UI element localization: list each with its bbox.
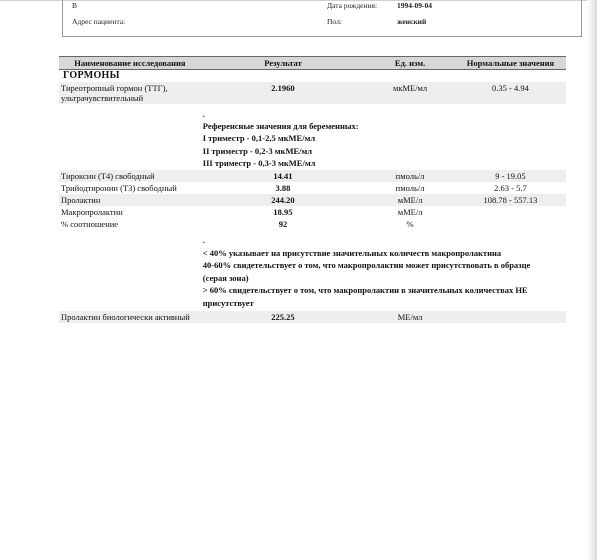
table-row: [59, 194, 566, 206]
col-norm: Нормальные значения: [455, 57, 566, 70]
test-norm: 0.35 - 4.94: [455, 82, 566, 104]
col-unit: Ед. изм.: [365, 57, 455, 70]
test-norm: 108.78 - 557.13: [455, 194, 566, 206]
ref-dot: .: [202, 109, 205, 119]
note-line: присутствует: [202, 297, 254, 308]
test-unit: %: [406, 219, 414, 230]
test-name: % соотношение: [61, 219, 119, 230]
macroprolactin-note: [201, 230, 566, 311]
col-test-name: Наименование исследования: [59, 57, 201, 70]
test-unit: пмоль/л: [395, 183, 425, 194]
test-result: 3.88: [275, 183, 291, 194]
note-dot: .: [202, 235, 205, 246]
test-unit: МЕ/мл: [365, 311, 455, 323]
ref-title: Референсные значения для беременных:: [202, 121, 359, 132]
test-result: 18.95: [273, 207, 293, 218]
table-row: [59, 82, 566, 104]
test-unit: мкМЕ/мл: [365, 82, 455, 104]
test-name: [59, 82, 201, 104]
note-line: < 40% указывает на присутствие значительных количеств макропролактина: [202, 247, 502, 258]
ref-line: III триместр - 0,3-3 мкМЕ/мл: [202, 157, 316, 168]
ref-line: I триместр - 0,1-2,5 мкМЕ/мл: [202, 133, 316, 144]
results-table: [59, 56, 566, 323]
table-row: [59, 311, 566, 323]
test-result: 225.25: [201, 311, 365, 323]
table-row: [59, 218, 566, 230]
section-title: ГОРМОНЫ: [63, 70, 120, 81]
patient-header: [62, 0, 582, 37]
section-row: [59, 70, 566, 83]
test-norm: 9 - 19.05: [455, 170, 566, 182]
test-result: 244.20: [201, 194, 365, 206]
table-row: [59, 170, 566, 182]
test-unit: мМЕ/л: [365, 194, 455, 206]
pregnancy-ref-row: [59, 104, 566, 170]
test-norm: [455, 311, 566, 323]
header-fragment-label: В: [72, 1, 78, 10]
test-name: Трийодтиронин (Т3) свободный: [61, 183, 177, 194]
note-line: > 60% свидетельствует о том, что макропролактин в значительных количествах НЕ: [202, 285, 528, 296]
test-result: 2.1960: [201, 82, 365, 104]
test-name: Пролактин: [59, 194, 201, 206]
ref-line: II триместр - 0,2-3 мкМЕ/мл: [202, 145, 313, 156]
table-header-row: [59, 57, 566, 70]
page-edge-shadow: [587, 0, 597, 560]
tsh-name-line1: Тиреотропный гормон (ТТГ),: [61, 83, 168, 93]
table-row: [59, 182, 566, 194]
note-line: (серая зона): [202, 272, 249, 283]
birth-date-value: 1994-09-04: [397, 1, 432, 10]
col-result: Результат: [201, 57, 365, 70]
pregnancy-ref-note: [201, 104, 566, 170]
table-row: [59, 206, 566, 218]
note-line: 40-60% свидетельствует о том, что макропролактин может присутствовать в образце: [202, 260, 531, 271]
address-label: Адрес пациента:: [72, 17, 126, 26]
test-name: Макропролактин: [61, 207, 123, 218]
test-norm: [455, 218, 566, 230]
test-norm: [455, 206, 566, 218]
birth-date-label: Дата рождения:: [327, 1, 378, 10]
sex-value: женский: [397, 17, 427, 26]
tsh-name-line2: ультрачувствительный: [61, 93, 144, 103]
test-result: 14.41: [201, 170, 365, 182]
macro-note-row: [59, 230, 566, 311]
test-name: Пролактин биологически активный: [59, 311, 201, 323]
test-unit: пмоль/л: [365, 170, 455, 182]
sex-label: Пол:: [327, 17, 342, 26]
test-result: 92: [278, 219, 288, 230]
test-name: Тироксин (Т4) свободный: [59, 170, 201, 182]
test-norm: 2.63 - 5.7: [494, 183, 527, 194]
test-unit: мМЕ/л: [397, 207, 423, 218]
